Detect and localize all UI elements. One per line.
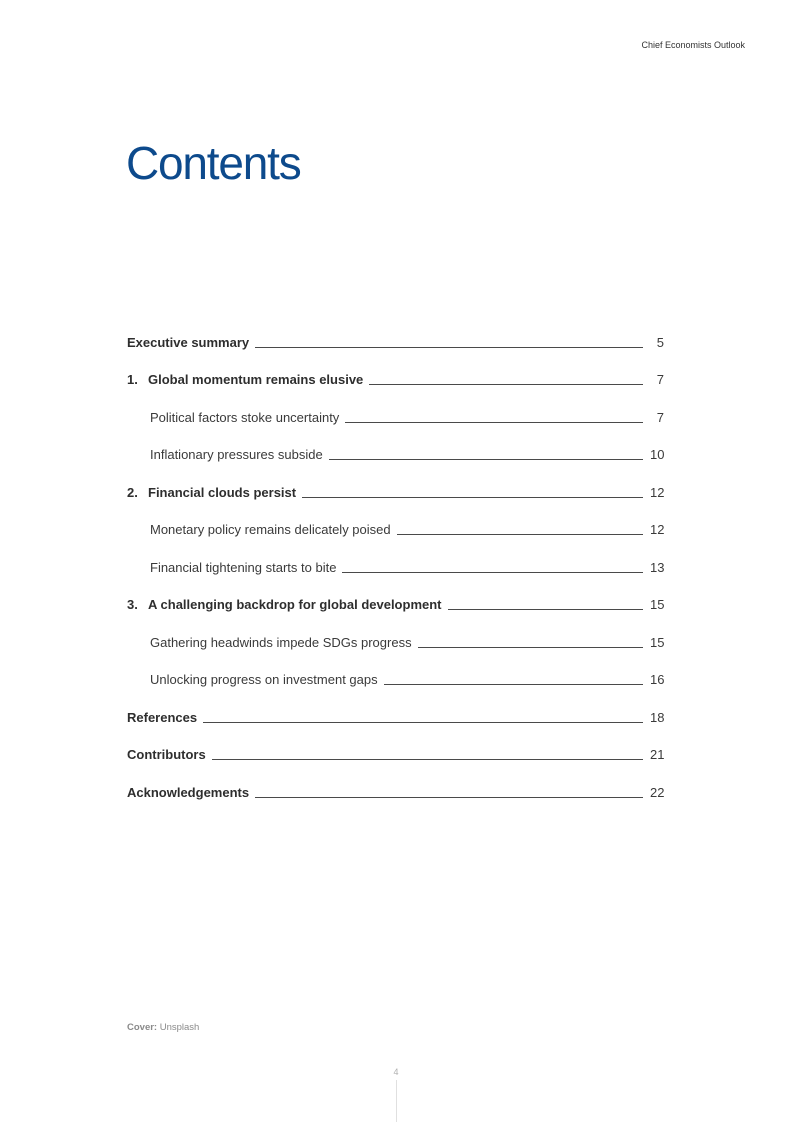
toc-leader-line (418, 647, 643, 648)
toc-entry-page: 5 (656, 334, 664, 350)
toc-entry-page: 16 (650, 672, 665, 687)
toc-leader-line (342, 572, 643, 573)
toc-entry-number: 2. (127, 484, 138, 500)
toc-leader-line (397, 534, 643, 535)
toc-entry-page: 21 (650, 747, 665, 762)
toc-entry-label: References (127, 709, 198, 725)
toc-entry-label: Inflationary pressures subside (150, 447, 323, 462)
toc-entry-label: Acknowledgements (127, 784, 250, 800)
toc-entry[interactable] (127, 739, 664, 777)
table-of-contents (127, 326, 664, 814)
toc-entry-page: 15 (650, 634, 665, 650)
toc-leader-line (369, 384, 643, 385)
toc-leader-line (203, 722, 643, 723)
toc-leader-line (212, 759, 643, 760)
toc-leader-line (448, 609, 644, 610)
toc-entry[interactable] (127, 626, 664, 664)
toc-entry-page: 18 (650, 709, 665, 725)
toc-entry[interactable] (127, 364, 664, 402)
toc-entry-label: Global momentum remains elusive (148, 372, 364, 387)
toc-entry[interactable] (127, 701, 664, 739)
toc-entry-label: Gathering headwinds impede SDGs progress (150, 634, 412, 650)
toc-entry-page: 10 (650, 447, 665, 462)
toc-entry-page: 22 (650, 784, 665, 800)
toc-entry[interactable] (127, 664, 664, 702)
toc-leader-line (302, 497, 643, 498)
toc-entry-page: 13 (650, 559, 665, 575)
footer-vertical-rule (396, 1080, 397, 1122)
toc-entry[interactable] (127, 589, 664, 627)
page-title: Contents (126, 137, 301, 189)
toc-entry-page: 12 (650, 484, 665, 500)
toc-entry[interactable] (127, 401, 664, 439)
toc-entry-label: Financial clouds persist (148, 484, 297, 500)
toc-leader-line (329, 459, 643, 460)
toc-entry-label: Unlocking progress on investment gaps (150, 672, 378, 687)
toc-entry[interactable] (127, 776, 664, 814)
toc-entry[interactable] (127, 551, 664, 589)
cover-credit-label: Cover: (127, 1022, 158, 1033)
toc-entry-label: Political factors stoke uncertainty (150, 409, 340, 425)
page-number: 4 (393, 1067, 399, 1077)
toc-entry-label: Contributors (127, 747, 206, 762)
toc-leader-line (345, 422, 643, 423)
toc-entry-number: 3. (127, 597, 138, 612)
toc-entry-label: A challenging backdrop for global development (148, 597, 442, 612)
cover-credit (127, 1022, 199, 1033)
toc-entry[interactable] (127, 326, 664, 364)
toc-entry-page: 7 (656, 409, 664, 425)
toc-entry[interactable] (127, 514, 664, 552)
toc-leader-line (255, 797, 643, 798)
toc-entry-label: Executive summary (127, 334, 250, 350)
toc-entry-number: 1. (127, 372, 138, 387)
cover-credit-value: Unsplash (159, 1022, 200, 1033)
toc-entry[interactable] (127, 476, 664, 514)
toc-entry-page: 12 (650, 522, 665, 537)
toc-leader-line (384, 684, 643, 685)
toc-leader-line (255, 347, 643, 348)
toc-entry[interactable] (127, 439, 664, 477)
toc-entry-page: 7 (656, 372, 664, 387)
toc-entry-label: Monetary policy remains delicately poised (150, 522, 391, 537)
running-header: Chief Economists Outlook (641, 40, 745, 50)
toc-entry-label: Financial tightening starts to bite (150, 559, 337, 575)
toc-entry-page: 15 (650, 597, 665, 612)
